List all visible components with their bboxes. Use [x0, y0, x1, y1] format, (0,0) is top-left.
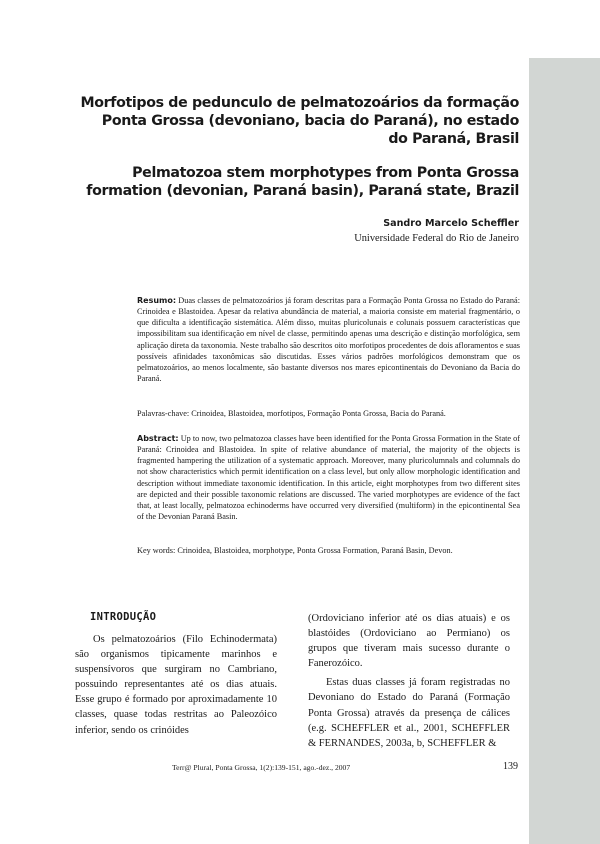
body-paragraph: Estas duas classes já foram registradas no Devoniano do Estado do Paraná (Formação Ponta Grossa) através da presença de cálices (e.g. SCHEFFLER et al., 2001, SCHEFFLER & FERNANDES, 2003a, b, SCHEFFLER & — [308, 677, 510, 749]
resumo-paragraph — [137, 295, 520, 384]
body-column-left — [75, 632, 277, 738]
page-number: 139 — [503, 761, 518, 772]
side-band-notch — [529, 0, 600, 58]
resumo-text: Duas classes de pelmatozoários já foram descritas para a Formação Ponta Grossa no Estado do Paraná: Crinoidea e Blastoidea. Apesar da relativa abundância de material, a maioria consiste em material fragmentário, o que dificulta a identificação sistemática. Além disso, muitas pluricolunais e colunais possuem características que impossibilitam sua identificação em nível de classe, permitindo apenas uma descrição e distinção morfológica, sem aplicação direta da taxonomia. Neste trabalho são descritos oito morfotipos procedentes de dois afloramentos e suas possíveis afinidades taxonômicas são discutidas. Esses vários padrões morfológicos demonstram que os pelmatozoários, ao menos localmente, são bastante diversos nos mares epicontinentais do Devoniano da Bacia do Paraná. — [137, 296, 521, 384]
author-name: Sandro Marcelo Scheffler — [383, 218, 519, 229]
abstract-paragraph — [137, 433, 520, 522]
palavras-chave: Palavras-chave: Crinoidea, Blastoidea, morfotipos, Formação Ponta Grossa, Bacia do Paraná. — [137, 409, 446, 418]
abstract-text: Up to now, two pelmatozoa classes have been identified for the Ponta Grossa Formation in the State of Paraná: Crinoidea and Blastoidea. In spite of relative abundance of material, the majority of the objects is fragmented hampering the utilization of a systematic approach. Moreover, many pluricolumnals and columnals do not show characteristics which permit identification on a class level, but only allow morphologic identification and description without immediate taxonomic identification. In this article, eight morphotypes from two different sites are depicted and their possible taxonomic relations are discussed. The varied morphotypes are evidence of the fact that, at least locally, pelmatozoa echinoderms have occurred very diversified (multiform) in the epicontinental Sea of the Devonian Paraná Basin. — [137, 434, 521, 522]
side-margin-band — [529, 0, 600, 844]
body-column-right — [308, 611, 510, 751]
footer-citation: Terr@ Plural, Ponta Grossa, 1(2):139-151, ago.-dez., 2007 — [172, 763, 351, 772]
title-english: Pelmatozoa stem morphotypes from Ponta Grossa formation (devonian, Paraná basin), Paraná state, Brazil — [86, 165, 519, 199]
body-paragraph-continued: (Ordoviciano inferior até os dias atuais) e os blastóides (Ordoviciano ao Permiano) os grupos que tiveram mais sucesso durante o Fanerozóico. — [308, 613, 510, 670]
title-portuguese: Morfotipos de pedunculo de pelmatozoários da formação Ponta Grossa (devoniano, bacia do Paraná), no estado do Paraná, Brasil — [80, 95, 519, 147]
body-paragraph: Os pelmatozoários (Filo Echinodermata) são organismos tipicamente marinhos e suspensívoros que surgiram no Cambriano, possuindo representantes até os dias atuais. Esse grupo é formado por aproximadamente 10 classes, quase todas restritas ao Paleozóico inferior, sendo os crinóides — [75, 634, 277, 736]
resumo-label: Resumo: — [137, 296, 177, 305]
author-affiliation: Universidade Federal do Rio de Janeiro — [354, 233, 519, 244]
abstract-label: Abstract: — [137, 434, 179, 443]
key-words: Key words: Crinoidea, Blastoidea, morphotype, Ponta Grossa Formation, Paraná Basin, Devon. — [137, 546, 453, 555]
section-heading-introducao: INTRODUÇÃO — [90, 611, 157, 623]
